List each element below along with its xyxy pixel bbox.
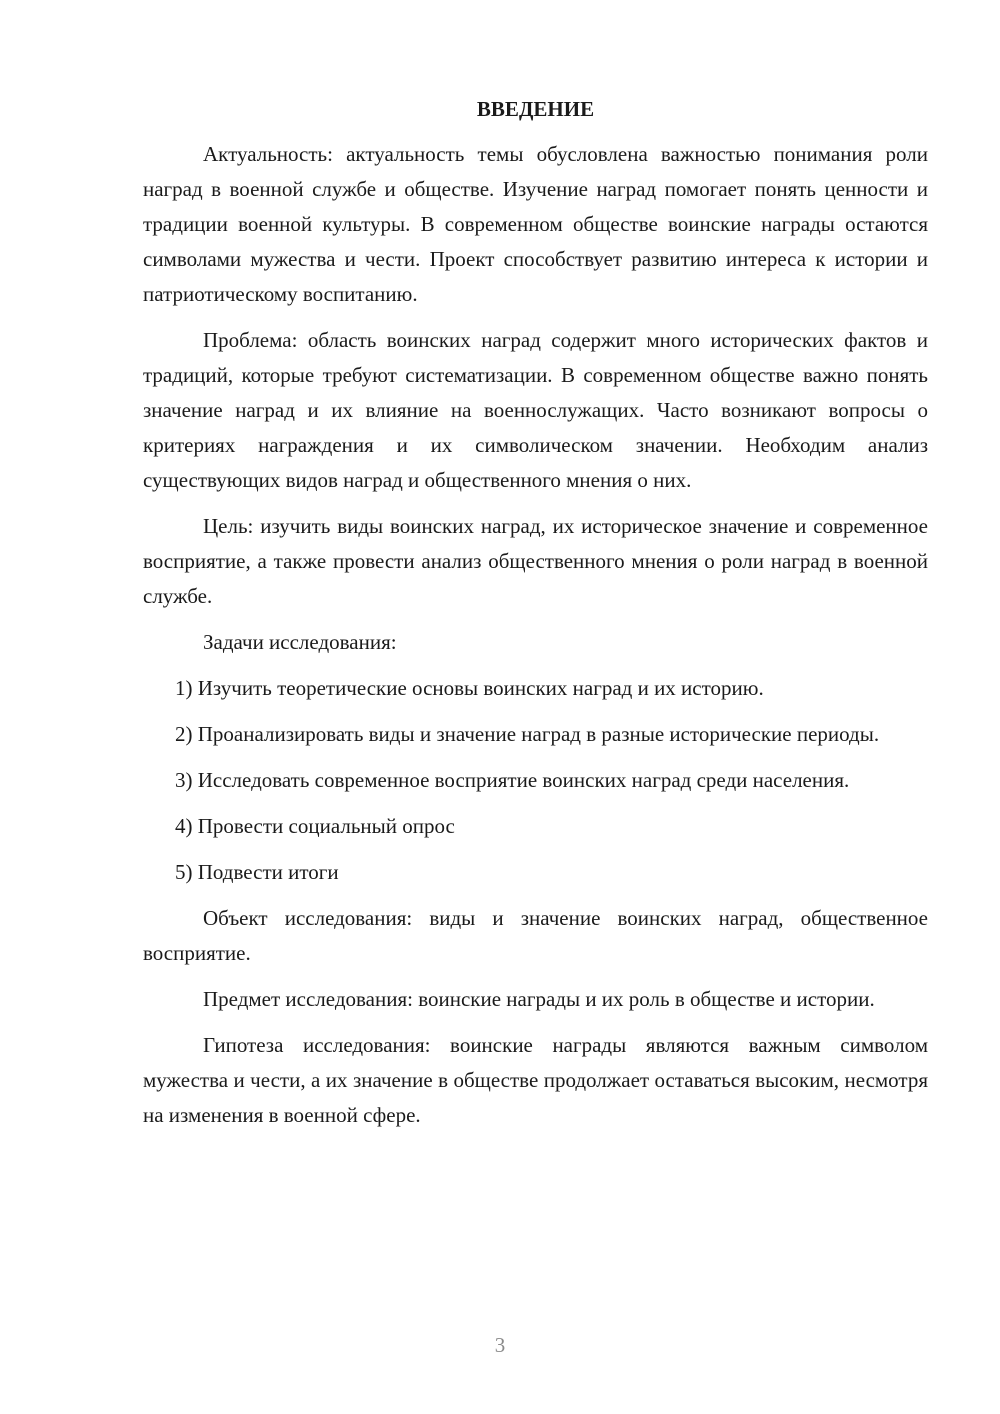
object-paragraph: Объект исследования: виды и значение воинских наград, общественное восприятие. (143, 906, 928, 965)
page-title: ВВЕДЕНИЕ (476, 97, 595, 121)
task-item: 1) Изучить теоретические основы воинских наград и их историю. (175, 676, 764, 700)
problem-paragraph: Проблема: область воинских наград содержит много исторических фактов и традиций, которые требуют систематизации. В современном обществе важно понять значение наград и их влияние на военнослужащих. Часто возникают вопросы о критериях награждения и их символическом значении. Необходим анализ существующих видов наград и общественного мнения о них. (143, 328, 928, 492)
task-item: 2) Проанализировать виды и значение наград в разные исторические периоды. (175, 722, 880, 746)
tasks-heading: Задачи исследования: (203, 630, 397, 654)
goal-paragraph: Цель: изучить виды воинских наград, их историческое значение и современное восприятие, а также провести анализ общественного мнения о роли наград в военной службе. (143, 514, 928, 608)
document-page (143, 92, 928, 1144)
task-item: 4) Провести социальный опрос (175, 814, 455, 838)
page-number: 3 (494, 1333, 506, 1357)
hypothesis-paragraph: Гипотеза исследования: воинские награды являются важным символом мужества и чести, а их значение в обществе продолжает оставаться высоким, несмотря на изменения в военной сфере. (143, 1033, 928, 1127)
subject-paragraph: Предмет исследования: воинские награды и их роль в обществе и истории. (203, 987, 875, 1011)
task-item: 3) Исследовать современное восприятие воинских наград среди населения. (175, 768, 850, 792)
relevance-paragraph: Актуальность: актуальность темы обусловлена важностью понимания роли наград в военной службе и обществе. Изучение наград помогает понять ценности и традиции военной культуры. В современном обществе воинские награды остаются символами мужества и чести. Проект способствует развитию интереса к истории и патриотическому воспитанию. (143, 142, 928, 306)
task-item: 5) Подвести итоги (175, 860, 339, 884)
